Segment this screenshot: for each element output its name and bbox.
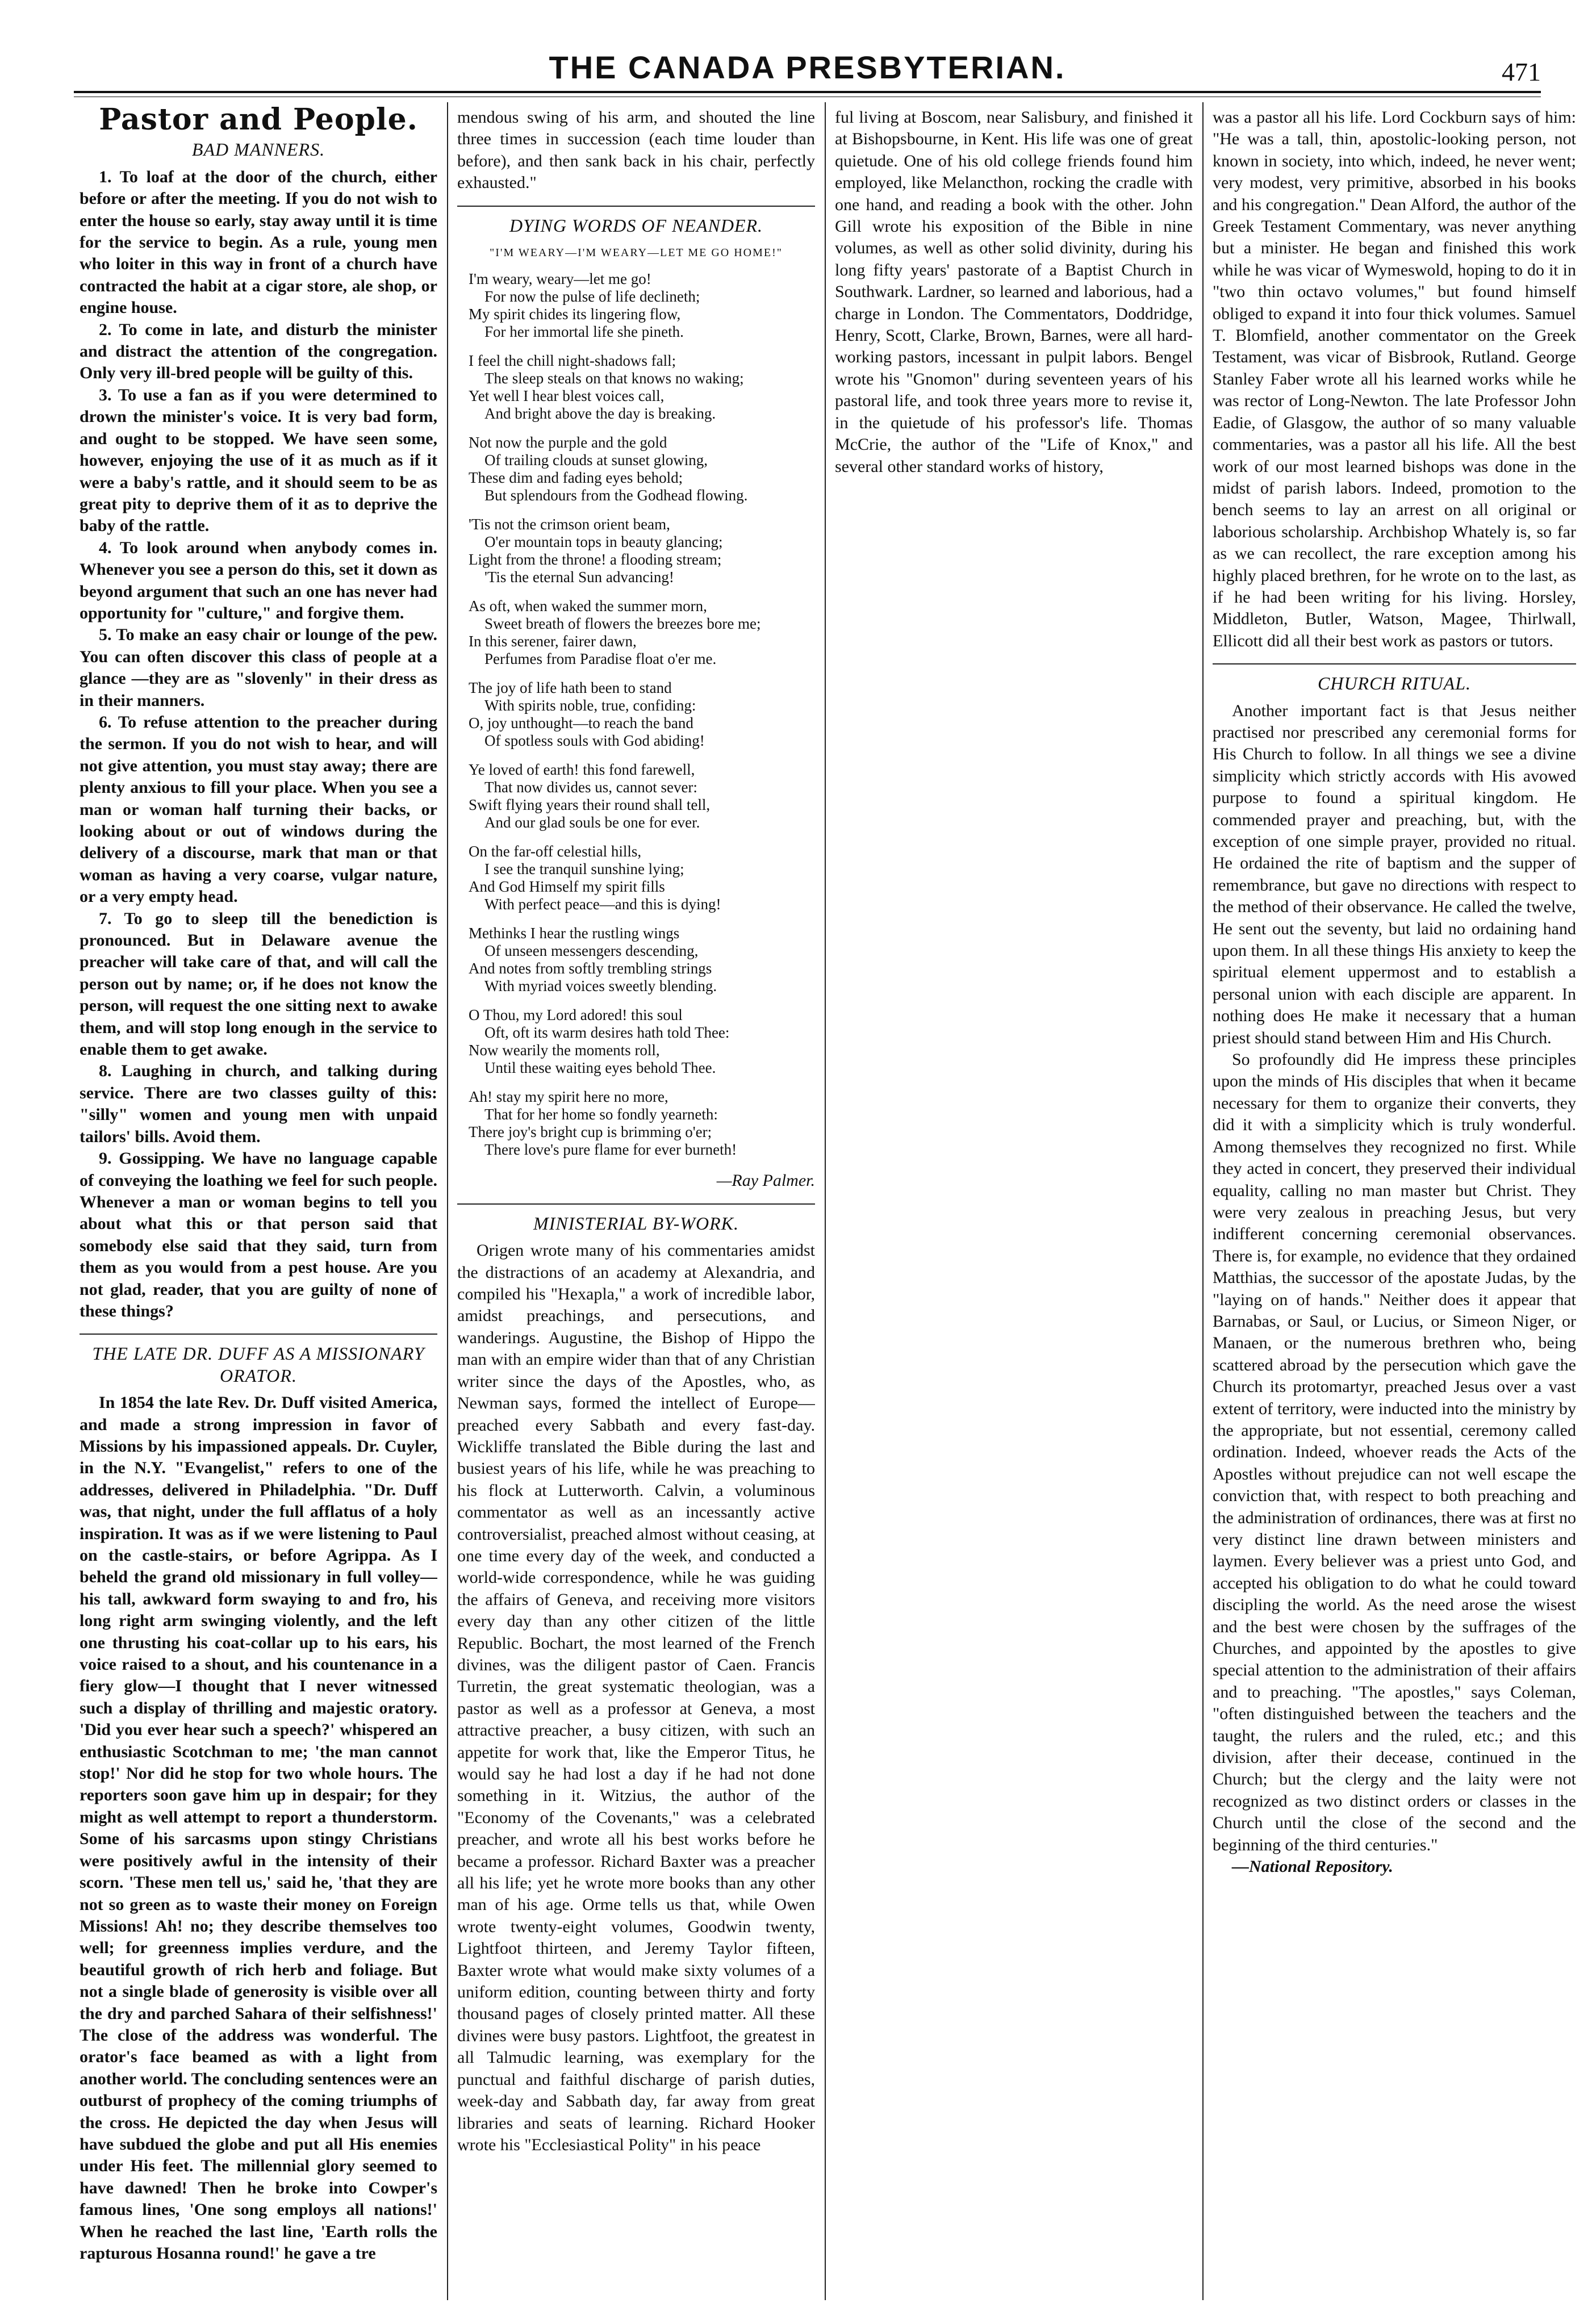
poem-line: The sleep steals on that knows no waking; [484, 370, 744, 387]
poem-line: 'Tis the eternal Sun advancing! [484, 569, 674, 586]
poem-line: Swift flying years their round shall tell, [469, 796, 711, 814]
newspaper-title: THE CANADA PRESBYTERIAN. [549, 49, 1066, 85]
paragraph-continued: mendous swing of his arm, and shouted the line three times in succession (each time louder than before), and then sank back in his chair, perfectly exhausted." [457, 108, 815, 193]
poem-stanza [469, 679, 815, 750]
poem-subtitle: "I'M WEARY—I'M WEARY—LET ME GO HOME!" [490, 246, 783, 260]
poem-line: Methinks I hear the rustling wings [469, 925, 680, 942]
article-divider [457, 206, 815, 207]
poem-stanza [469, 1088, 815, 1159]
poem-line: With spirits noble, true, confiding: [484, 697, 696, 714]
column-divider [1202, 102, 1204, 2300]
column-divider [825, 102, 826, 2300]
masthead-rule [74, 91, 1541, 93]
paragraph: 2. To come in late, and disturb the minister and distract the attention of the congregation. Only very ill-bred people will be guilty of this. [80, 320, 437, 383]
poem-line: On the far-off celestial hills, [469, 843, 642, 860]
paragraph-continued: was a pastor all his life. Lord Cockburn says of him: "He was a tall, thin, apostolic-looking person, not known in society, into which, indeed, he never went; very modest, very primitive, absorbed in his books and his congregation." Dean Alford, the author of the Greek Testament Commentary, was never anything but a minister. He began and finished this work while he was vicar of Wymeswold, hoping to do it in "two thin octavo volumes," but found himself obliged to expand it into four thick volumes. Samuel T. Blomfield, another commentator on the Greek Testament, was vicar of Bisbrook, Rutland. George Stanley Faber wrote all his learned works while he was rector of Long-Newton. The late Professor John Eadie, of Glasgow, the author of so many valuable commentaries, was a pastor all his life. All the best work of our most learned bishops was done in the midst of parish labors. Indeed, promotion to the bench seems to lay an arrest on all original or laborious scholarship. Archbishop Whately is, so far as we can recollect, the rare exception among his highly placed brethren, for he wrote on to the last, as if he had been writing for his living. Horsley, Middleton, Butler, Watson, Magee, Thirlwall, Ellicott did all their best work as pastors or tutors. [1213, 108, 1576, 650]
poem-attribution: —Ray Palmer. [716, 1171, 815, 1190]
article-body-ministerial-continued [1213, 107, 1576, 652]
poem-line: And our glad souls be one for ever. [484, 814, 700, 831]
poem-stanza [469, 434, 815, 504]
poem-stanza [469, 1006, 815, 1077]
poem-line: And notes from softly trembling strings [469, 960, 712, 977]
column-3 [835, 107, 1193, 2293]
article-body-church-ritual [1213, 700, 1576, 1857]
paragraph: 3. To use a fan as if you were determined to drown the minister's voice. It is very bad form, and ought to be stopped. We have seen some, however, enjoying the use of it as much as if it were a baby's rattle, and it should seem to be as great pity to deprive them of it as to deprive the baby of the rattle. [80, 385, 437, 536]
poem-line: In this serener, fairer dawn, [469, 633, 637, 650]
article-signoff: —National Repository. [1232, 1857, 1393, 1876]
poem-line: Oft, oft its warm desires hath told Thee: [484, 1024, 730, 1042]
paragraph: 4. To look around when anybody comes in. Whenever you see a person do this, set it down as beyond argument that such an one has never had opportunity for "culture," and forgive them. [80, 538, 437, 622]
poem-stanza [469, 843, 815, 913]
poem-stanza [469, 516, 815, 586]
paragraph: 9. Gossipping. We have no language capable of conveying the loathing we feel for such people. Whenever a man or woman begins to tell you about what this or that person said that somebody else said that they said, turn from them as you would from a pest house. Are you not glad, reader, that you are guilty of none of these things? [80, 1149, 437, 1320]
poem-line: Ah! stay my spirit here no more, [469, 1088, 668, 1106]
poem-line: And bright above the day is breaking. [484, 405, 716, 423]
paragraph: Another important fact is that Jesus neither practised nor prescribed any ceremonial forms for His Church to follow. In all things we see a divine simplicity which strictly accords with His avowed purpose to found a spiritual kingdom. He commended prayer and preaching, but, with the exception of one simple prayer, provided no ritual. He ordained the rite of baptism and the supper of remembrance, but gave no directions with respect to the method of their observance. He called the twelve, He sent out the seventy, but laid no ordaining hand upon them. In all these things His anxiety to keep the spiritual element uppermost and to establish a personal union with each disciple are apparent. In nothing does He make it necessary that a human priest should stand between Him and His Church. [1213, 701, 1576, 1047]
poem-line: For now the pulse of life declineth; [484, 288, 700, 306]
poem-line: Light from the throne! a flooding stream; [469, 551, 722, 569]
poem-line: 'Tis not the crimson orient beam, [469, 516, 670, 533]
paragraph: 1. To loaf at the door of the church, either before or after the meeting. If you do not wish to enter the house so early, stay away until it is time for the service to begin. As a rule, young men who loiter in this way in front of a church have contracted the habit at a cigar store, ale shop, or engine house. [80, 167, 437, 317]
column-1 [80, 107, 437, 2293]
poem-stanza [469, 761, 815, 831]
article-title-dr-duff: THE LATE DR. DUFF AS A MISSIONARY ORATOR. [92, 1343, 425, 1386]
paragraph: Origen wrote many of his commentaries amidst the distractions of an academy at Alexandria, and compiled his "Hexapla," a work of incredible labor, amidst preachings, and persecutions, and wanderings. Augustine, the Bishop of Hippo the man with an empire wider than that of any Christian writer since the days of the Apostles, who, as Newman says, formed the intellect of Europe—preached every Sabbath and every fast-day. Wickliffe translated the Bible during the last and busiest years of his life, while he was preaching to his flock at Lutterworth. Calvin, a voluminous commentator as well as an incessantly active controversialist, preached almost without ceasing, at one time every day of the week, and conducted a world-wide correspondence, while he was guiding the affairs of Geneva, and receiving more visitors every day than any other citizen of the little Republic. Bochart, the most learned of the French divines, was the diligent pastor of Caen. Francis Turretin, the great systematic theologian, was a pastor as well as a professor at Geneva, a most attractive preacher, a busy citizen, with such an appetite for work that, like the Emperor Titus, he would say he had lost a day if he had not done something in it. Witzius, the author of the "Economy of the Covenants," was a celebrated preacher, and wrote all his best works before he became a professor. Richard Baxter was a preacher all his life; yet he wrote more books than any other man of his age. Orme tells us that, while Owen wrote twenty-eight volumes, Goodwin twenty, Lightfoot thirteen, and Jeremy Taylor fifteen, Baxter wrote what would make sixty volumes of a uniform edition, counting between thirty and forty thousand pages of closely printed matter. All these divines were busy pastors. Lightfoot, the greatest in all Talmudic learning, was exemplary for the punctual and faithful discharge of parish duties, week-day and Sabbath day, far away from great libraries and seats of learning. Richard Hooker wrote his "Ecclesiastical Polity" in his peace [457, 1241, 815, 2154]
paragraph: 7. To go to sleep till the benediction is pronounced. But in Delaware avenue the preacher will take care of that, and will call the person out by name; or, if he does not know the person, will request the one sitting next to awake them, and will stop long enough in the service to enable them to get awake. [80, 909, 437, 1059]
article-divider [1213, 663, 1576, 664]
column-divider [447, 102, 448, 2300]
poem-line: There joy's bright cup is brimming o'er; [469, 1123, 712, 1141]
poem-line: Yet well I hear blest voices call, [469, 387, 665, 405]
article-title-church-ritual: CHURCH RITUAL. [1317, 673, 1471, 694]
column-2 [457, 107, 815, 2293]
poem-line: Not now the purple and the gold [469, 434, 667, 452]
article-title-bad-manners: BAD MANNERS. [191, 139, 325, 160]
poem-line: That now divides us, cannot sever: [484, 779, 697, 796]
column-4 [1213, 107, 1576, 2293]
poem-line: Of trailing clouds at sunset glowing, [484, 452, 708, 469]
paragraph-continued: ful living at Boscom, near Salisbury, and finished it at Bishopsbourne, in Kent. His life was one of great quietude. One of his old college friends found him employed, like Melancthon, rocking the cradle with one hand, and reading a book with the other. John Gill wrote his exposition of the Bible in nine volumes, as well as other solid divinity, during his long fifty years' pastorate of a Baptist Church in Southwark. Lardner, so learned and laborious, had a charge in London. The Commentators, Doddridge, Henry, Scott, Clarke, Brown, Barnes, were all hard-working pastors, incessant in pulpit labors. Bengel wrote his "Gnomon" during seventeen years of his pastoral life, and took three years more to revise it, in the quietude of his professor's life. Thomas McCrie, the author of the "Life of Knox," and several other standard works of history, [835, 108, 1193, 476]
section-title: Pastor and People. [99, 107, 418, 137]
poem-line: O Thou, my Lord adored! this soul [469, 1006, 683, 1024]
poem-stanza [469, 352, 815, 423]
paragraph: 6. To refuse attention to the preacher during the sermon. If you do not wish to hear, and will not give attention, you must stay away; there are plenty anxious to fill your place. When you see a man or woman half turning their backs, or looking about or out of windows during the delivery of a discourse, mark that man or that woman as having a very coarse, vulgar nature, or a very empty head. [80, 712, 437, 906]
poem-line: Until these waiting eyes behold Thee. [484, 1059, 716, 1077]
poem-line: That for her home so fondly yearneth: [484, 1106, 718, 1123]
article-body-ministerial-continued [835, 107, 1193, 478]
poem-body [457, 270, 815, 1159]
poem-line: There love's pure flame for ever burneth! [484, 1141, 737, 1159]
poem-line: I feel the chill night-shadows fall; [469, 352, 676, 370]
paragraph: 5. To make an easy chair or lounge of the pew. You can often discover this class of people at a glance —they are as "slovenly" in their dress as in their manners. [80, 625, 437, 710]
poem-line: The joy of life hath been to stand [469, 679, 672, 697]
page-number: 471 [1502, 57, 1541, 86]
poem-line: Now wearily the moments roll, [469, 1042, 660, 1059]
article-divider [80, 1334, 437, 1335]
poem-line: Sweet breath of flowers the breezes bore me; [484, 615, 761, 633]
poem-stanza [469, 925, 815, 995]
poem-line: As oft, when waked the summer morn, [469, 597, 707, 615]
poem-line: O, joy unthought—to reach the band [469, 714, 693, 732]
paragraph: So profoundly did He impress these principles upon the minds of His disciples that when it became necessary for them to organize their converts, they did it with a simplicity which is truly wonderful. Among themselves they recognized no first. While they acted in concert, they preserved their individual equality, calling no man master but Christ. They were very zealous in preaching Jesus, but very indifferent concerning ceremonial observances. There is, for example, no evidence that they ordained Matthias, the successor of the apostate Judas, by the "laying on of hands." Neither does it appear that Barnabas, or Saul, or Lucius, or Simeon Niger, or Manaen, or the numerous brethren who, being scattered abroad by the persecution which gave the Church its protomartyr, preached Jesus over a vast extent of territory, were inducted into the ministry by the appropriate, but not essential, ceremony called ordination. Indeed, whoever reads the Acts of the Apostles without prejudice can not well escape the conviction that, with respect to both preaching and the administration of ordinances, there was at first no very distinct line drawn between ministers and laymen. Every believer was a priest unto God, and accepted his obligation to do what he could toward discipling the world. As the need arose the wisest and the best were chosen by the suffrages of the Churches, and appointed by the apostles to give special attention to the administration of their affairs and to preaching. "The apostles," says Coleman, "often distinguished between the teachers and the taught, the rulers and the ruled, etc.; and this division, after their decease, continued in the Church; but the clergy and the laity were not recognized as two distinct orders or classes in the Church until the close of the second and the beginning of the third centuries." [1213, 1050, 1576, 1854]
article-body-dr-duff-continued [457, 107, 815, 194]
poem-line: But splendours from the Godhead flowing. [484, 487, 748, 504]
poem-line: With myriad voices sweetly blending. [484, 977, 717, 995]
poem-line: I see the tranquil sunshine lying; [484, 860, 684, 878]
article-title-ministerial: MINISTERIAL BY-WORK. [533, 1213, 739, 1234]
poem-line: With perfect peace—and this is dying! [484, 896, 721, 913]
poem-stanza [469, 597, 815, 668]
poem-line: These dim and fading eyes behold; [469, 469, 683, 487]
poem-line: And God Himself my spirit fills [469, 878, 665, 896]
poem-stanza [469, 270, 815, 341]
article-body-dr-duff [80, 1392, 437, 2264]
article-divider [457, 1203, 815, 1205]
paragraph: 8. Laughing in church, and talking during service. There are two classes guilty of this: "silly" women and young men with unpaid tailors' bills. Avoid them. [80, 1061, 437, 1146]
article-title-dying-words: DYING WORDS OF NEANDER. [509, 215, 763, 236]
poem-line: My spirit chides its lingering flow, [469, 306, 681, 323]
poem-line: For her immortal life she pineth. [484, 323, 684, 341]
poem-line: Of unseen messengers descending, [484, 942, 699, 960]
article-body-bad-manners [80, 166, 437, 1323]
poem-line: Perfumes from Paradise float o'er me. [484, 650, 717, 668]
poem-line: Ye loved of earth! this fond farewell, [469, 761, 695, 779]
poem-line: I'm weary, weary—let me go! [469, 270, 651, 288]
paragraph: In 1854 the late Rev. Dr. Duff visited America, and made a strong impression in favor of Missions by his impassioned appeals. Dr. Cuyler, in the N.Y. "Evangelist," refers to one of the addresses, delivered in Philadelphia. "Dr. Duff was, that night, under the full afflatus of a holy inspiration. It was as if we were listening to Paul on the castle-stairs, or before Agrippa. As I beheld the grand old missionary in full volley—his tall, awkward form swaying to and fro, his long right arm swinging violently, and the left one thrusting his coat-collar up to his ears, his voice raised to a shout, and his countenance in a fiery glow—I thought that I never witnessed such a display of thrilling and majestic oratory. 'Did you ever hear such a speech?' whispered an enthusiastic Scotchman to me; 'the man cannot stop!' Nor did he stop for two whole hours. The reporters soon gave him up in despair; for they might as well attempt to report a thunderstorm. Some of his sarcasms upon stingy Christians were positively awful in the intensity of their scorn. 'These men tell us,' said he, 'that they are not so green as to waste their money on Foreign Missions! Ah! no; they describe themselves too well; for greenness implies verdure, and the beautiful growth of rich herb and foliage. But not a single blade of generosity is visible over all the dry and parched Sahara of their selfishness!' The close of the address was wonderful. The orator's face beamed as with a light from another world. The concluding sentences were an outburst of prophecy of the coming triumphs of the cross. He depicted the day when Jesus will have subdued the globe and put all His enemies under His feet. The millennial glory seemed to have dawned! Then he broke into Cowper's famous lines, 'One song employs all nations!' When he reached the last line, 'Earth rolls the rapturous Hosanna round!' he gave a tre [80, 1393, 437, 2263]
poem-line: O'er mountain tops in beauty glancing; [484, 533, 723, 551]
article-body-ministerial [457, 1240, 815, 2156]
poem-line: Of spotless souls with God abiding! [484, 732, 705, 750]
